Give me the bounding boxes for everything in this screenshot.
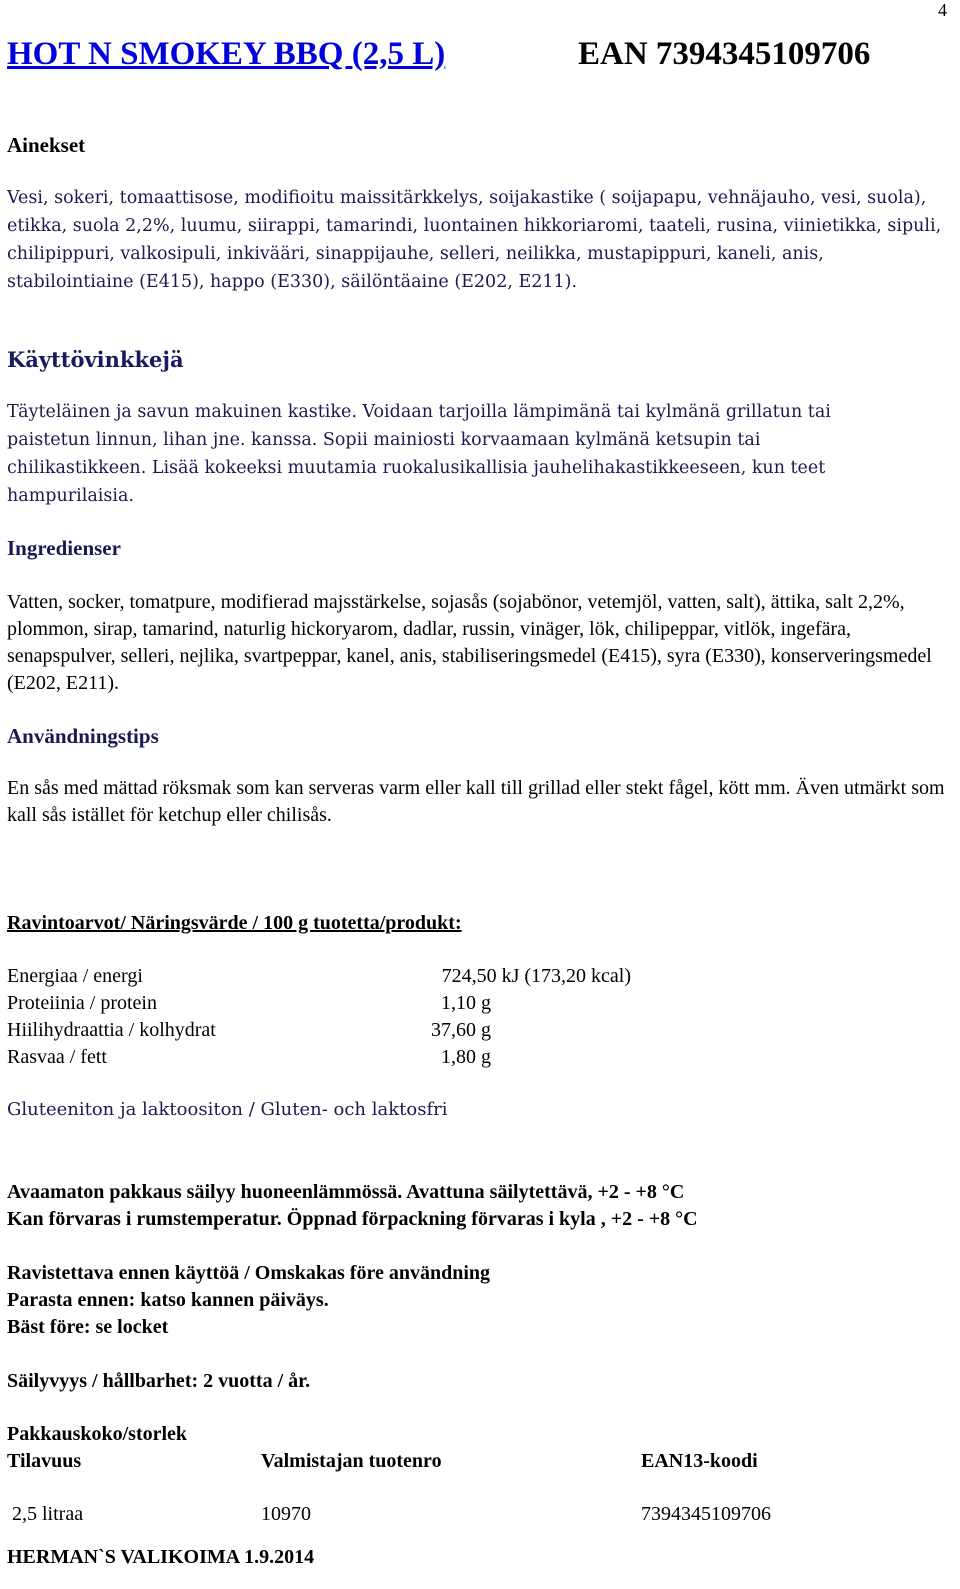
- nutrition-heading: Ravintoarvot/ Näringsvärde / 100 g tuotetta/produkt:: [7, 912, 462, 934]
- shake-note: Ravistettava ennen käyttöä / Omskakas före användning: [7, 1262, 491, 1284]
- shelf-life: Säilyvyys / hållbarhet: 2 vuotta / år.: [7, 1370, 311, 1392]
- nutrition-value: 37,60 g: [431, 1019, 491, 1041]
- sv-ingredients-text: Vatten, socker, tomatpure, modifierad majsstärkelse, sojasås (sojabönor, vetemjöl, vatten, salt), ättika, salt 2,2%, plommon, sirap, tamarind, naturlig hickoryarom, dadlar, russin, vinäger, lök, chilipeppar, vitlök, ingefära, senapspulver, selleri, nejlika, svartpeppar, kanel, anis, stabiliseringsmedel (E415), syra (E330), konserveringsmedel (E202, E211).: [7, 591, 932, 694]
- storage-line-sv: Kan förvaras i rumstemperatur. Öppnad förpackning förvaras i kyla , +2 - +8 °C: [7, 1208, 698, 1230]
- nutrition-value: 1,80 g: [441, 1046, 491, 1068]
- ean-heading: EAN 7394345109706: [578, 36, 871, 72]
- gluten-lactose-note: Gluteeniton ja laktoositon / Gluten- och laktosfri: [7, 1099, 448, 1120]
- product-title: HOT N SMOKEY BBQ (2,5 L): [7, 36, 446, 72]
- fi-ingredients-text: Vesi, sokeri, tomaattisose, modifioitu maissitärkkelys, soijakastike ( soijapapu, vehnäjauho, vesi, suola), etikka, suola 2,2%, luumu, siirappi, tamarindi, luontainen hikkoriaromi, taateli, rusina, viinietikka, sipuli, chilipippuri, valkosipuli, inkivääri, sinappijauhe, selleri, neilikka, mustapippuri, kaneli, anis, stabilointiaine (E415), happo (E330), säilöntäaine (E202, E211).: [7, 188, 942, 292]
- nutrition-value: 1,10 g: [441, 992, 491, 1014]
- footer-note: HERMAN`S VALIKOIMA 1.9.2014: [7, 1546, 315, 1568]
- sv-tips-text: En sås med mättad röksmak som kan serveras varm eller kall till grillad eller stekt fågel, kött mm. Även utmärkt som kall sås istället för ketchup eller chilisås.: [7, 777, 945, 826]
- col-volume-header: Tilavuus: [7, 1450, 82, 1472]
- package-volume: 2,5 litraa: [12, 1503, 84, 1525]
- col-ean-header: EAN13-koodi: [641, 1450, 758, 1472]
- best-before-sv: Bäst före: se locket: [7, 1316, 169, 1338]
- nutrition-label: Hiilihydraattia / kolhydrat: [7, 1019, 216, 1041]
- sv-ingredients-heading: Ingredienser: [7, 536, 121, 560]
- fi-tips-heading: Käyttövinkkejä: [7, 347, 184, 372]
- package-heading: Pakkauskoko/storlek: [7, 1423, 188, 1445]
- nutrition-label: Proteiinia / protein: [7, 992, 157, 1014]
- best-before-fi: Parasta ennen: katso kannen päiväys.: [7, 1289, 329, 1311]
- fi-tips-text: Täyteläinen ja savun makuinen kastike. Voidaan tarjoilla lämpimänä tai kylmänä grillatun tai paistetun linnun, lihan jne. kanssa. Sopii mainiosti korvaamaan kylmänä ketsupin tai chilikastikkeen. Lisää kokeeksi muutamia ruokalusikallisia jauhelihakastikkeeseen, kun teet hampurilaisia.: [7, 402, 831, 506]
- package-ean: 7394345109706: [641, 1503, 771, 1525]
- nutrition-label: Energiaa / energi: [7, 965, 143, 987]
- col-product-no-header: Valmistajan tuotenro: [261, 1450, 442, 1472]
- page-number: 4: [938, 0, 947, 20]
- storage-line-fi: Avaamaton pakkaus säilyy huoneenlämmössä. Avattuna säilytettävä, +2 - +8 °C: [7, 1181, 685, 1203]
- sv-tips-heading: Användningstips: [7, 724, 159, 748]
- fi-ingredients-heading: Ainekset: [7, 133, 86, 157]
- nutrition-label: Rasvaa / fett: [7, 1046, 107, 1068]
- nutrition-value: 724,50 kJ (173,20 kcal): [441, 965, 631, 987]
- package-product-no: 10970: [261, 1503, 311, 1525]
